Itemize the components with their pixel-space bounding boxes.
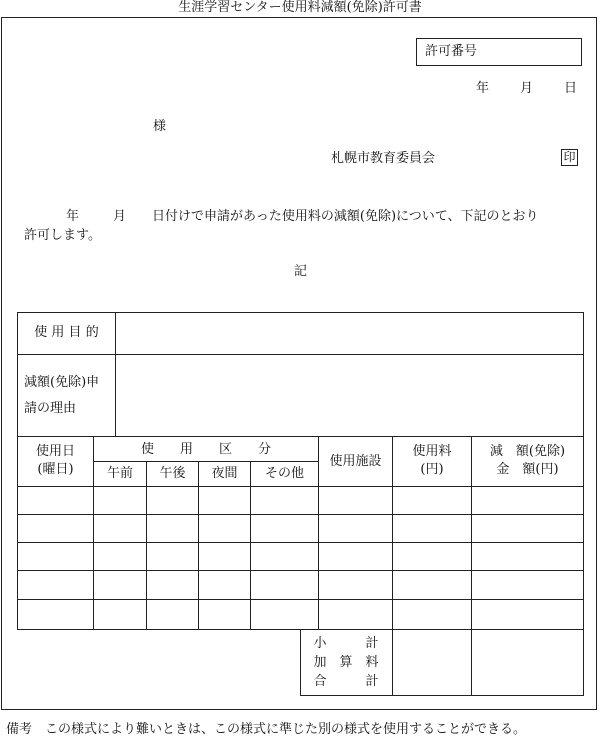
date-year: 年 — [476, 81, 490, 96]
footnote: 備考 この様式により難いときは、この様式に準じた別の様式を使用することができる。 — [6, 722, 527, 737]
body-line2: 許可します。 — [24, 228, 101, 243]
subtotal-label: 小 計 — [313, 636, 379, 651]
reason-field[interactable] — [116, 355, 583, 436]
reason-label-line1: 減額(免除)申 — [24, 375, 100, 390]
purpose-field[interactable] — [116, 313, 583, 354]
header-afternoon: 午後 — [159, 466, 186, 481]
header-other: その他 — [264, 466, 304, 481]
body-year: 年 — [66, 209, 80, 224]
usage-date-header-1: 使用日 — [35, 444, 75, 459]
header-morning: 午前 — [106, 466, 133, 481]
body-line1: 日付けで申請があった使用料の減額(免除)について、下記のとおり — [152, 209, 539, 224]
usage-division-header: 使 用 区 分 — [140, 442, 271, 457]
header-fee-1: 使用料 — [412, 444, 452, 459]
permit-number-label: 許可番号 — [425, 44, 478, 59]
document-title: 生涯学習センター使用料減額(免除)許可書 — [178, 0, 422, 15]
header-night: 夜間 — [211, 466, 238, 481]
total-label: 合 計 — [313, 674, 379, 689]
usage-date-header-2: (曜日) — [37, 462, 74, 477]
date-day: 日 — [564, 81, 578, 96]
header-facility: 使用施設 — [329, 454, 382, 469]
header-reduction-1: 減 額(免除) — [489, 444, 566, 459]
date-month: 月 — [520, 81, 534, 96]
surcharge-label: 加 算 料 — [313, 655, 379, 670]
reason-label-line2: 請の理由 — [24, 401, 77, 416]
addressee-suffix: 様 — [153, 119, 167, 134]
permit-number-box[interactable] — [416, 38, 582, 66]
issuer-name: 札幌市教育委員会 — [331, 151, 436, 166]
header-fee-2: (円) — [420, 462, 444, 477]
seal-mark: 印 — [561, 149, 578, 166]
purpose-label: 使 用 目 的 — [34, 325, 99, 340]
note-heading: 記 — [294, 264, 308, 279]
header-reduction-2: 金 額(円) — [496, 462, 559, 477]
body-month: 月 — [113, 209, 127, 224]
